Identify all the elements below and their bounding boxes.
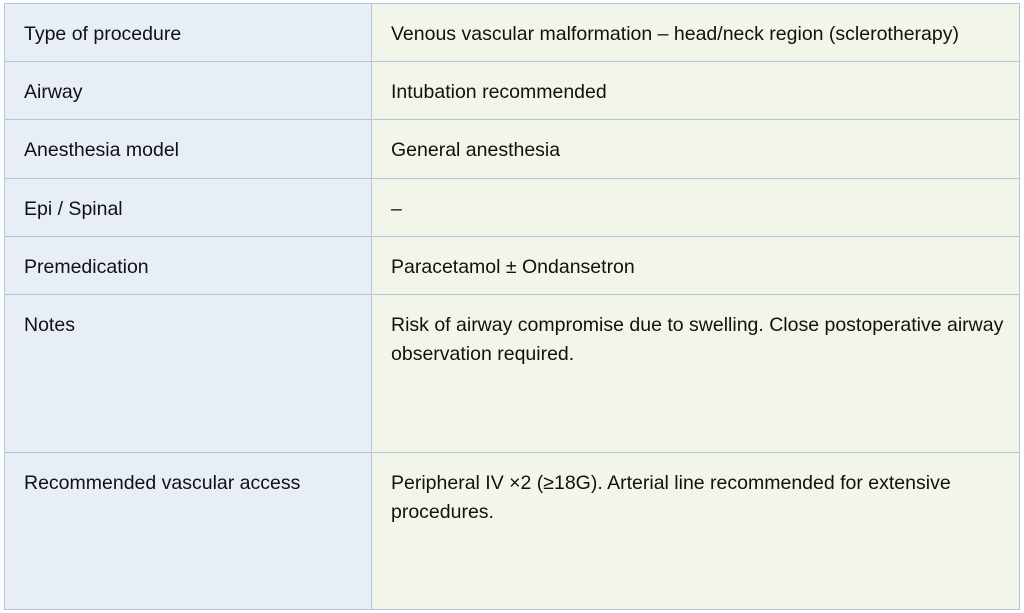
row-value [372, 236, 1020, 294]
table-row [5, 62, 1020, 120]
table-row [5, 453, 1020, 610]
table-row [5, 236, 1020, 294]
row-label-text: Premedication [24, 255, 149, 278]
row-label-text: Type of procedure [24, 23, 182, 45]
row-value [372, 294, 1020, 453]
row-value-text: Venous vascular malformation – head/neck region (sclerotherapy) [391, 23, 959, 45]
row-label-text: Epi / Spinal [24, 197, 123, 220]
row-label-text: Notes [24, 313, 75, 336]
row-label [5, 120, 372, 178]
table-row [5, 120, 1020, 178]
row-label [5, 236, 372, 294]
row-value [372, 120, 1020, 178]
row-value [372, 4, 1020, 62]
row-value-text: – [391, 197, 402, 220]
table-row [5, 294, 1020, 453]
row-label [5, 453, 372, 610]
row-label-text: Anesthesia model [24, 139, 180, 162]
row-label [5, 62, 372, 120]
row-value-text: General anesthesia [391, 139, 561, 162]
row-label [5, 4, 372, 62]
row-label [5, 294, 372, 453]
row-value-text: Paracetamol ± Ondansetron [391, 255, 635, 278]
row-label-text: Recommended vascular access [24, 472, 301, 495]
row-value [372, 178, 1020, 236]
table-row [5, 4, 1020, 62]
row-value [372, 62, 1020, 120]
row-value-text: Peripheral IV ×2 (≥18G). Arterial line recommended for extensive procedures. [391, 472, 951, 524]
procedure-table [4, 3, 1020, 610]
row-label [5, 178, 372, 236]
row-label-text: Airway [24, 81, 83, 104]
row-value-text: Intubation recommended [391, 81, 607, 104]
row-value [372, 453, 1020, 610]
row-value-text: Risk of airway compromise due to swelling. Close postoperative airway observation required. [391, 313, 1004, 365]
table-row [5, 178, 1020, 236]
